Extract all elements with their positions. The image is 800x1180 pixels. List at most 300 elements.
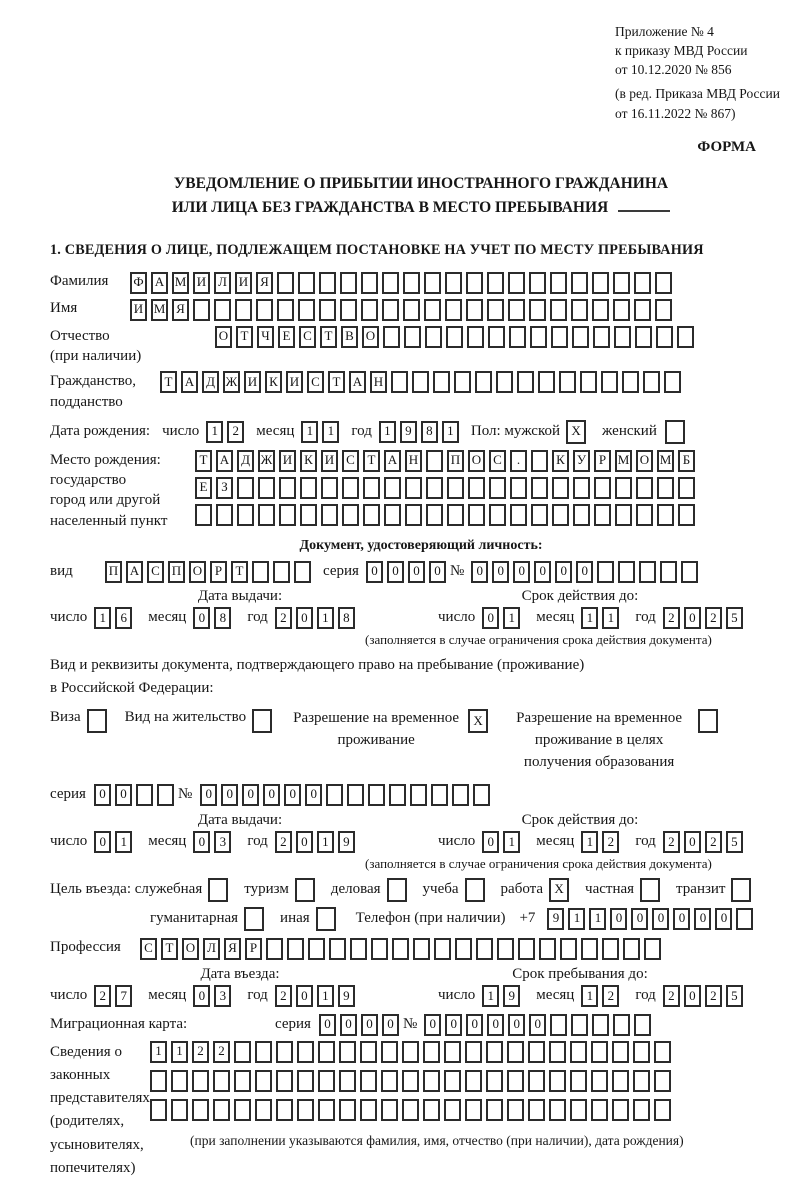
char-cell[interactable]: 1 <box>317 831 334 853</box>
char-cell[interactable]: И <box>286 371 303 393</box>
char-cell[interactable]: 0 <box>94 784 111 806</box>
char-cell[interactable] <box>391 371 408 393</box>
char-cell[interactable]: 2 <box>227 421 244 443</box>
char-cell[interactable] <box>549 1070 566 1092</box>
char-cell[interactable]: А <box>181 371 198 393</box>
char-cell[interactable] <box>445 299 462 321</box>
char-cell[interactable]: 0 <box>94 831 111 853</box>
char-cell[interactable] <box>572 326 589 348</box>
char-cell[interactable] <box>664 371 681 393</box>
char-cell[interactable]: 2 <box>705 607 722 629</box>
char-cell[interactable]: П <box>168 561 185 583</box>
char-cell[interactable] <box>644 938 661 960</box>
char-cell[interactable] <box>510 504 527 526</box>
char-cell[interactable] <box>403 299 420 321</box>
char-cell[interactable]: 0 <box>366 561 383 583</box>
char-cell[interactable]: П <box>447 450 464 472</box>
char-cell[interactable] <box>244 907 264 931</box>
char-cell[interactable]: 0 <box>200 784 217 806</box>
char-cell[interactable]: Я <box>224 938 241 960</box>
char-cell[interactable] <box>404 326 421 348</box>
char-cell[interactable] <box>298 272 315 294</box>
char-cell[interactable] <box>256 299 273 321</box>
char-cell[interactable] <box>736 908 753 930</box>
char-cell[interactable] <box>213 1070 230 1092</box>
char-cell[interactable] <box>559 371 576 393</box>
char-cell[interactable] <box>612 1099 629 1121</box>
char-cell[interactable] <box>381 1099 398 1121</box>
char-cell[interactable] <box>570 1099 587 1121</box>
char-cell[interactable]: 0 <box>445 1014 462 1036</box>
char-cell[interactable]: 2 <box>602 831 619 853</box>
char-cell[interactable] <box>423 1099 440 1121</box>
char-cell[interactable]: 0 <box>715 908 732 930</box>
char-cell[interactable] <box>316 907 336 931</box>
char-cell[interactable]: И <box>279 450 296 472</box>
char-cell[interactable] <box>360 1099 377 1121</box>
char-cell[interactable] <box>570 1070 587 1092</box>
char-cell[interactable]: 1 <box>317 985 334 1007</box>
char-cell[interactable]: 0 <box>529 1014 546 1036</box>
char-cell[interactable]: 0 <box>361 1014 378 1036</box>
char-cell[interactable] <box>618 561 635 583</box>
char-cell[interactable]: Р <box>245 938 262 960</box>
char-cell[interactable] <box>571 1014 588 1036</box>
char-cell[interactable]: О <box>182 938 199 960</box>
char-cell[interactable]: 1 <box>503 831 520 853</box>
char-cell[interactable]: А <box>349 371 366 393</box>
char-cell[interactable]: 2 <box>275 831 292 853</box>
char-cell[interactable] <box>433 371 450 393</box>
char-cell[interactable]: 0 <box>424 1014 441 1036</box>
char-cell[interactable]: 2 <box>705 831 722 853</box>
char-cell[interactable] <box>510 477 527 499</box>
char-cell[interactable] <box>273 561 290 583</box>
char-cell[interactable]: 9 <box>547 908 564 930</box>
char-cell[interactable]: 1 <box>322 421 339 443</box>
char-cell[interactable] <box>294 561 311 583</box>
char-cell[interactable] <box>622 371 639 393</box>
char-cell[interactable]: Т <box>363 450 380 472</box>
char-cell[interactable] <box>465 1099 482 1121</box>
char-cell[interactable] <box>613 299 630 321</box>
char-cell[interactable]: 2 <box>213 1041 230 1063</box>
char-cell[interactable] <box>371 938 388 960</box>
char-cell[interactable] <box>446 326 463 348</box>
char-cell[interactable] <box>613 272 630 294</box>
char-cell[interactable] <box>581 938 598 960</box>
char-cell[interactable] <box>634 272 651 294</box>
char-cell[interactable] <box>597 561 614 583</box>
char-cell[interactable] <box>216 504 233 526</box>
char-cell[interactable]: 0 <box>492 561 509 583</box>
char-cell[interactable]: О <box>189 561 206 583</box>
char-cell[interactable]: 0 <box>684 607 701 629</box>
char-cell[interactable]: 1 <box>301 421 318 443</box>
char-cell[interactable] <box>551 326 568 348</box>
char-cell[interactable]: С <box>489 450 506 472</box>
char-cell[interactable] <box>266 938 283 960</box>
char-cell[interactable] <box>656 326 673 348</box>
char-cell[interactable] <box>363 504 380 526</box>
char-cell[interactable]: 2 <box>705 985 722 1007</box>
char-cell[interactable] <box>234 1041 251 1063</box>
char-cell[interactable] <box>424 272 441 294</box>
char-cell[interactable] <box>531 450 548 472</box>
char-cell[interactable]: 7 <box>115 985 132 1007</box>
char-cell[interactable] <box>150 1099 167 1121</box>
char-cell[interactable] <box>550 1014 567 1036</box>
char-cell[interactable] <box>234 1099 251 1121</box>
char-cell[interactable] <box>455 938 472 960</box>
char-cell[interactable] <box>573 477 590 499</box>
char-cell[interactable]: Е <box>278 326 295 348</box>
char-cell[interactable]: М <box>151 299 168 321</box>
char-cell[interactable]: Л <box>214 272 231 294</box>
char-cell[interactable] <box>384 477 401 499</box>
char-cell[interactable] <box>486 1070 503 1092</box>
char-cell[interactable]: А <box>126 561 143 583</box>
char-cell[interactable] <box>476 938 493 960</box>
char-cell[interactable] <box>573 504 590 526</box>
char-cell[interactable] <box>279 477 296 499</box>
char-cell[interactable]: 0 <box>487 1014 504 1036</box>
char-cell[interactable] <box>237 477 254 499</box>
char-cell[interactable] <box>528 1099 545 1121</box>
char-cell[interactable]: 1 <box>379 421 396 443</box>
char-cell[interactable] <box>633 1099 650 1121</box>
char-cell[interactable] <box>594 477 611 499</box>
char-cell[interactable]: И <box>235 272 252 294</box>
char-cell[interactable] <box>633 1070 650 1092</box>
char-cell[interactable] <box>509 326 526 348</box>
char-cell[interactable]: 2 <box>192 1041 209 1063</box>
char-cell[interactable]: 2 <box>94 985 111 1007</box>
char-cell[interactable] <box>550 299 567 321</box>
char-cell[interactable] <box>654 1099 671 1121</box>
char-cell[interactable] <box>468 477 485 499</box>
char-cell[interactable] <box>591 1099 608 1121</box>
char-cell[interactable] <box>361 299 378 321</box>
char-cell[interactable]: 0 <box>513 561 530 583</box>
char-cell[interactable]: О <box>215 326 232 348</box>
char-cell[interactable]: А <box>151 272 168 294</box>
char-cell[interactable] <box>571 299 588 321</box>
char-cell[interactable]: 1 <box>581 831 598 853</box>
char-cell[interactable]: 3 <box>214 985 231 1007</box>
char-cell[interactable]: Д <box>237 450 254 472</box>
char-cell[interactable] <box>276 1070 293 1092</box>
char-cell[interactable]: С <box>147 561 164 583</box>
char-cell[interactable] <box>157 784 174 806</box>
char-cell[interactable] <box>340 272 357 294</box>
char-cell[interactable] <box>615 477 632 499</box>
char-cell[interactable] <box>507 1099 524 1121</box>
char-cell[interactable] <box>447 477 464 499</box>
char-cell[interactable] <box>339 1041 356 1063</box>
char-cell[interactable] <box>486 1041 503 1063</box>
char-cell[interactable] <box>342 477 359 499</box>
char-cell[interactable] <box>350 938 367 960</box>
char-cell[interactable]: Т <box>328 371 345 393</box>
char-cell[interactable]: 2 <box>663 985 680 1007</box>
char-cell[interactable] <box>389 784 406 806</box>
char-cell[interactable] <box>639 561 656 583</box>
char-cell[interactable]: 2 <box>663 831 680 853</box>
char-cell[interactable]: С <box>299 326 316 348</box>
char-cell[interactable]: 1 <box>171 1041 188 1063</box>
char-cell[interactable]: 1 <box>589 908 606 930</box>
char-cell[interactable] <box>677 326 694 348</box>
char-cell[interactable]: Н <box>370 371 387 393</box>
char-cell[interactable] <box>279 504 296 526</box>
char-cell[interactable]: П <box>105 561 122 583</box>
char-cell[interactable] <box>287 938 304 960</box>
char-cell[interactable]: 5 <box>726 985 743 1007</box>
char-cell[interactable]: 0 <box>263 784 280 806</box>
char-cell[interactable] <box>531 477 548 499</box>
char-cell[interactable]: 1 <box>442 421 459 443</box>
char-cell[interactable] <box>643 371 660 393</box>
char-cell[interactable]: 0 <box>555 561 572 583</box>
char-cell[interactable]: 0 <box>242 784 259 806</box>
char-cell[interactable] <box>444 1070 461 1092</box>
char-cell[interactable] <box>467 326 484 348</box>
char-cell[interactable] <box>424 299 441 321</box>
char-cell[interactable] <box>465 1070 482 1092</box>
char-cell[interactable] <box>297 1041 314 1063</box>
char-cell[interactable]: 1 <box>568 908 585 930</box>
char-cell[interactable] <box>507 1041 524 1063</box>
char-cell[interactable] <box>635 326 652 348</box>
char-cell[interactable] <box>518 938 535 960</box>
char-cell[interactable]: Д <box>202 371 219 393</box>
char-cell[interactable] <box>347 784 364 806</box>
char-cell[interactable] <box>402 1099 419 1121</box>
char-cell[interactable]: 2 <box>275 607 292 629</box>
char-cell[interactable]: 0 <box>221 784 238 806</box>
char-cell[interactable]: 0 <box>684 831 701 853</box>
char-cell[interactable] <box>384 504 401 526</box>
char-cell[interactable]: 0 <box>610 908 627 930</box>
char-cell[interactable]: 1 <box>317 607 334 629</box>
char-cell[interactable]: 0 <box>296 985 313 1007</box>
char-cell[interactable]: 9 <box>338 831 355 853</box>
char-cell[interactable]: 6 <box>115 607 132 629</box>
char-cell[interactable] <box>297 1099 314 1121</box>
char-cell[interactable]: 0 <box>387 561 404 583</box>
char-cell[interactable] <box>698 709 718 733</box>
char-cell[interactable]: 0 <box>466 1014 483 1036</box>
char-cell[interactable] <box>171 1070 188 1092</box>
char-cell[interactable] <box>465 1041 482 1063</box>
char-cell[interactable]: Ч <box>257 326 274 348</box>
char-cell[interactable] <box>412 371 429 393</box>
char-cell[interactable] <box>473 784 490 806</box>
char-cell[interactable]: Ф <box>130 272 147 294</box>
char-cell[interactable]: 1 <box>150 1041 167 1063</box>
char-cell[interactable] <box>192 1099 209 1121</box>
char-cell[interactable] <box>321 477 338 499</box>
char-cell[interactable]: О <box>468 450 485 472</box>
char-cell[interactable] <box>487 272 504 294</box>
char-cell[interactable] <box>594 504 611 526</box>
char-cell[interactable] <box>252 561 269 583</box>
char-cell[interactable] <box>382 272 399 294</box>
char-cell[interactable] <box>613 1014 630 1036</box>
char-cell[interactable]: А <box>384 450 401 472</box>
char-cell[interactable] <box>528 1070 545 1092</box>
char-cell[interactable] <box>360 1041 377 1063</box>
char-cell[interactable] <box>508 272 525 294</box>
char-cell[interactable] <box>87 709 107 733</box>
char-cell[interactable] <box>633 1041 650 1063</box>
char-cell[interactable]: 5 <box>726 831 743 853</box>
char-cell[interactable] <box>340 299 357 321</box>
char-cell[interactable]: Т <box>160 371 177 393</box>
char-cell[interactable]: М <box>172 272 189 294</box>
char-cell[interactable] <box>255 1041 272 1063</box>
char-cell[interactable]: 0 <box>319 1014 336 1036</box>
char-cell[interactable]: С <box>140 938 157 960</box>
char-cell[interactable]: И <box>321 450 338 472</box>
char-cell[interactable] <box>326 784 343 806</box>
char-cell[interactable] <box>570 1041 587 1063</box>
char-cell[interactable] <box>660 561 677 583</box>
char-cell[interactable]: 0 <box>193 831 210 853</box>
char-cell[interactable] <box>381 1041 398 1063</box>
char-cell[interactable]: Т <box>195 450 212 472</box>
char-cell[interactable] <box>465 878 485 902</box>
char-cell[interactable] <box>339 1099 356 1121</box>
char-cell[interactable] <box>150 1070 167 1092</box>
char-cell[interactable] <box>410 784 427 806</box>
char-cell[interactable]: И <box>193 272 210 294</box>
char-cell[interactable] <box>489 504 506 526</box>
char-cell[interactable] <box>321 504 338 526</box>
char-cell[interactable]: Т <box>161 938 178 960</box>
char-cell[interactable]: 0 <box>652 908 669 930</box>
char-cell[interactable]: Ж <box>258 450 275 472</box>
char-cell[interactable] <box>528 1041 545 1063</box>
char-cell[interactable] <box>681 561 698 583</box>
char-cell[interactable]: 2 <box>602 985 619 1007</box>
char-cell[interactable] <box>423 1041 440 1063</box>
char-cell[interactable] <box>454 371 471 393</box>
char-cell[interactable]: 9 <box>400 421 417 443</box>
char-cell[interactable] <box>237 504 254 526</box>
char-cell[interactable] <box>496 371 513 393</box>
char-cell[interactable]: 0 <box>382 1014 399 1036</box>
char-cell[interactable]: Я <box>256 272 273 294</box>
char-cell[interactable] <box>634 1014 651 1036</box>
char-cell[interactable] <box>531 504 548 526</box>
char-cell[interactable] <box>276 1041 293 1063</box>
char-cell[interactable] <box>192 1070 209 1092</box>
char-cell[interactable]: 0 <box>340 1014 357 1036</box>
char-cell[interactable] <box>447 504 464 526</box>
char-cell[interactable] <box>654 1041 671 1063</box>
char-cell[interactable]: 9 <box>503 985 520 1007</box>
char-cell[interactable] <box>426 504 443 526</box>
char-cell[interactable] <box>208 878 228 902</box>
char-cell[interactable]: 0 <box>193 985 210 1007</box>
char-cell[interactable]: 0 <box>115 784 132 806</box>
char-cell[interactable]: О <box>636 450 653 472</box>
char-cell[interactable] <box>466 272 483 294</box>
char-cell[interactable] <box>549 1041 566 1063</box>
char-cell[interactable] <box>339 1070 356 1092</box>
char-cell[interactable] <box>580 371 597 393</box>
char-cell[interactable]: Н <box>405 450 422 472</box>
char-cell[interactable] <box>591 1070 608 1092</box>
char-cell[interactable] <box>552 504 569 526</box>
char-cell[interactable] <box>213 1099 230 1121</box>
char-cell[interactable]: 8 <box>214 607 231 629</box>
char-cell[interactable] <box>655 299 672 321</box>
char-cell[interactable] <box>403 272 420 294</box>
char-cell[interactable] <box>318 1041 335 1063</box>
char-cell[interactable]: 1 <box>115 831 132 853</box>
char-cell[interactable]: Р <box>594 450 611 472</box>
char-cell[interactable] <box>678 504 695 526</box>
char-cell[interactable]: Р <box>210 561 227 583</box>
char-cell[interactable]: 9 <box>338 985 355 1007</box>
char-cell[interactable]: 1 <box>482 985 499 1007</box>
char-cell[interactable]: Т <box>320 326 337 348</box>
char-cell[interactable]: 3 <box>214 831 231 853</box>
char-cell[interactable] <box>529 272 546 294</box>
char-cell[interactable] <box>434 938 451 960</box>
char-cell[interactable] <box>392 938 409 960</box>
char-cell[interactable] <box>329 938 346 960</box>
char-cell[interactable] <box>655 272 672 294</box>
char-cell[interactable] <box>445 272 462 294</box>
char-cell[interactable] <box>405 477 422 499</box>
char-cell[interactable] <box>402 1041 419 1063</box>
char-cell[interactable] <box>636 504 653 526</box>
char-cell[interactable] <box>258 477 275 499</box>
char-cell[interactable] <box>538 371 555 393</box>
char-cell[interactable]: В <box>341 326 358 348</box>
char-cell[interactable] <box>402 1070 419 1092</box>
char-cell[interactable]: Ж <box>223 371 240 393</box>
char-cell[interactable] <box>363 477 380 499</box>
char-cell[interactable] <box>615 504 632 526</box>
char-cell[interactable] <box>426 450 443 472</box>
char-cell[interactable] <box>387 878 407 902</box>
char-cell[interactable] <box>277 299 294 321</box>
char-cell[interactable]: З <box>216 477 233 499</box>
char-cell[interactable]: 0 <box>296 607 313 629</box>
char-cell[interactable]: Т <box>236 326 253 348</box>
char-cell[interactable]: 0 <box>429 561 446 583</box>
char-cell[interactable] <box>602 938 619 960</box>
char-cell[interactable]: 0 <box>482 607 499 629</box>
char-cell[interactable] <box>539 938 556 960</box>
char-cell[interactable] <box>550 272 567 294</box>
char-cell[interactable] <box>318 1099 335 1121</box>
char-cell[interactable] <box>487 299 504 321</box>
char-cell[interactable] <box>318 1070 335 1092</box>
char-cell[interactable] <box>552 477 569 499</box>
char-cell[interactable] <box>657 477 674 499</box>
char-cell[interactable]: 0 <box>482 831 499 853</box>
char-cell[interactable] <box>468 504 485 526</box>
char-cell[interactable]: 1 <box>503 607 520 629</box>
char-cell[interactable] <box>665 420 685 444</box>
char-cell[interactable]: 2 <box>663 607 680 629</box>
